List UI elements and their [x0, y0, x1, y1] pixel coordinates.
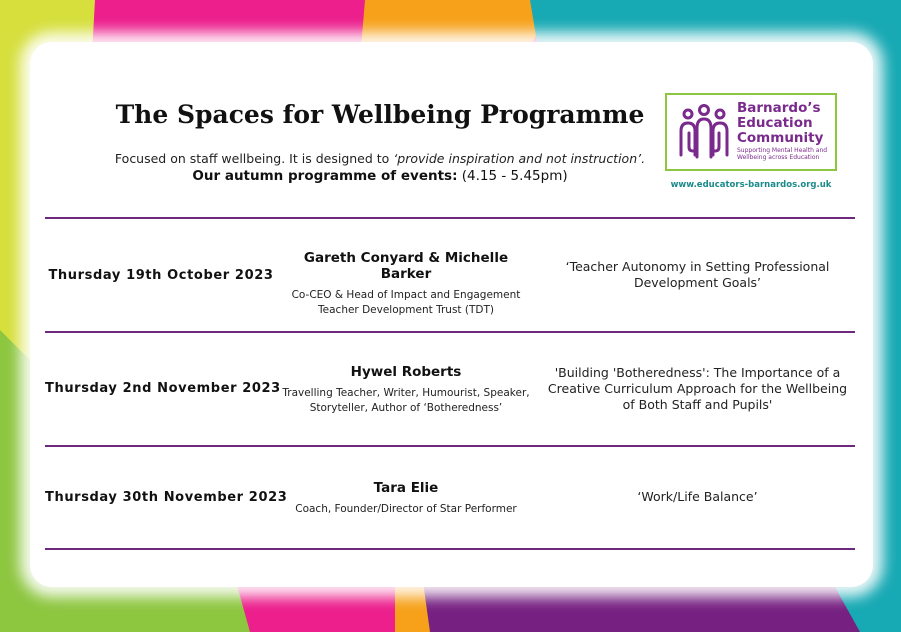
barnardos-logo	[665, 93, 837, 171]
speaker-name: Tara Elie	[373, 480, 439, 496]
divider-line	[45, 548, 855, 550]
autumn-time: (4.15 - 5.45pm)	[461, 168, 568, 184]
speaker-role	[280, 288, 532, 318]
topic-line: 'Building 'Botheredness': The Importance of a	[554, 365, 841, 380]
intro-quote: ‘provide inspiration and not instruction’.	[393, 151, 646, 166]
website-link[interactable]: www.educators-barnardos.org.uk	[670, 180, 832, 190]
event-date: Thursday 2nd November 2023	[45, 381, 281, 396]
role-line: Storyteller, Author of ‘Botheredness’	[309, 402, 503, 414]
logo-text-line3: Community	[737, 130, 824, 146]
people-group-icon	[675, 103, 733, 163]
divider-line	[45, 331, 855, 333]
divider-line	[45, 217, 855, 219]
event-topic	[545, 489, 850, 505]
autumn-label: Our autumn programme of events:	[192, 168, 458, 184]
topic-line: of Both Staff and Pupils'	[622, 397, 773, 412]
page-title: The Spaces for Wellbeing Programme	[115, 100, 645, 129]
logo-text-line1: Barnardo’s	[737, 100, 821, 116]
role-line: Co-CEO & Head of Impact and Engagement	[291, 289, 521, 301]
topic-line: Development Goals’	[633, 275, 762, 290]
event-topic	[545, 259, 850, 291]
divider-line	[45, 445, 855, 447]
event-date: Thursday 19th October 2023	[48, 268, 274, 283]
role-line: Coach, Founder/Director of Star Performer	[295, 503, 517, 515]
topic-line: Creative Curriculum Approach for the Wellbeing	[547, 381, 848, 396]
logo-tagline: Supporting Mental Health and Wellbeing across Education	[737, 147, 828, 161]
intro-statement: Focused on staff wellbeing. It is designed to	[114, 151, 390, 166]
role-line: Teacher Development Trust (TDT)	[318, 304, 494, 316]
speaker-name: Gareth Conyard & Michelle Barker	[303, 250, 509, 282]
speaker-role	[280, 386, 532, 416]
event-speaker-block	[280, 480, 532, 517]
event-speaker-block	[280, 364, 532, 416]
topic-line: ‘Work/Life Balance’	[637, 489, 758, 504]
intro-text	[40, 151, 720, 166]
role-line: Travelling Teacher, Writer, Humourist, Speaker,	[282, 387, 530, 399]
logo-text-line2: Education	[737, 115, 813, 131]
speaker-role	[280, 502, 532, 517]
event-topic	[545, 365, 850, 413]
topic-line: ‘Teacher Autonomy in Setting Professional	[565, 259, 830, 274]
event-speaker-block	[280, 250, 532, 318]
speaker-name: Hywel Roberts	[350, 364, 462, 380]
event-date: Thursday 30th November 2023	[45, 490, 288, 505]
autumn-programme-line	[40, 168, 720, 184]
